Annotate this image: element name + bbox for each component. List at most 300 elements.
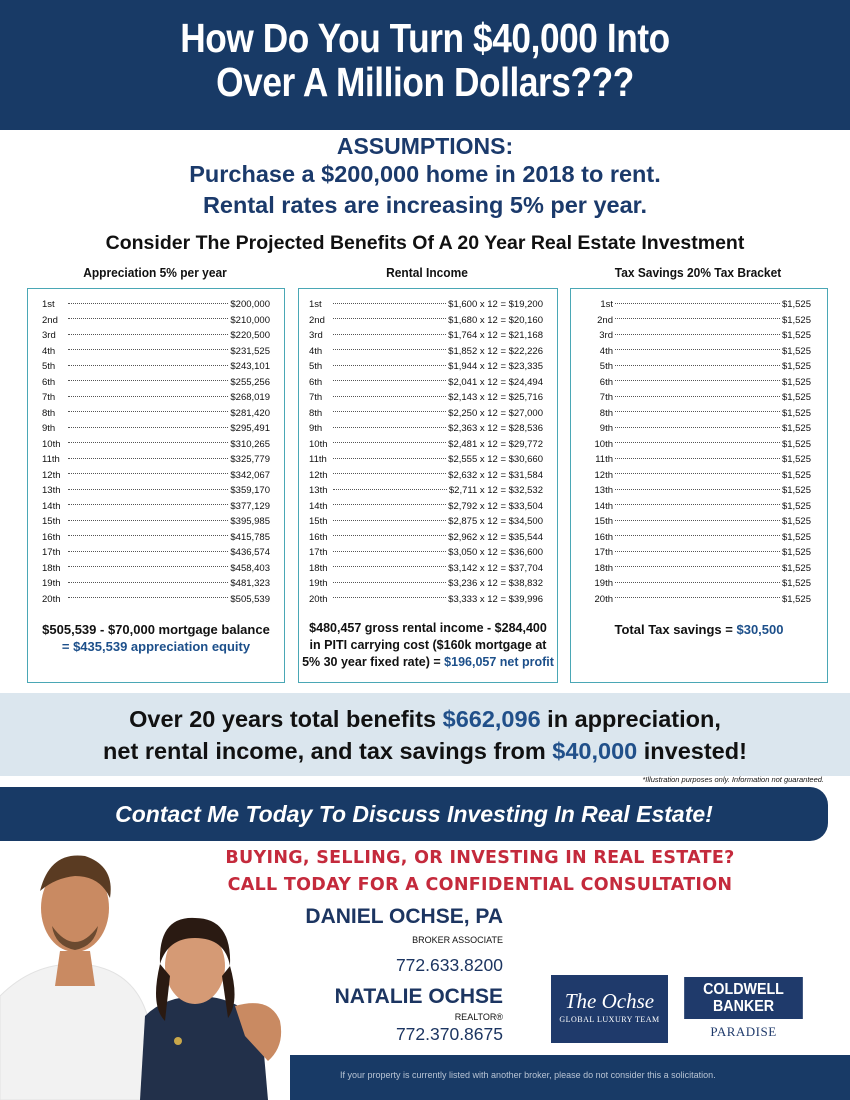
disclaimer: *Illustration purposes only. Information not guaranteed.: [642, 775, 824, 784]
year-label: 1st: [42, 299, 55, 311]
table-row: [571, 483, 827, 499]
appreciation-table: [27, 288, 285, 683]
dot-leader: [615, 365, 780, 366]
table-row: [28, 359, 284, 375]
dot-leader: [615, 535, 780, 536]
table-row: [28, 561, 284, 577]
year-label: 9th: [599, 423, 613, 435]
rental-footer-line-3: [299, 654, 557, 671]
row-value: $2,555 x 12 = $30,660: [448, 454, 543, 466]
section-title: Consider The Projected Benefits Of A 20 Year Real Estate Investment: [105, 232, 745, 254]
agent-phone[interactable]: 772.370.8675: [395, 1024, 503, 1044]
dot-leader: [68, 303, 228, 304]
year-label: 1st: [309, 299, 322, 311]
year-label: 16th: [309, 531, 328, 543]
year-label: 2nd: [597, 314, 613, 326]
table-row: [299, 437, 557, 453]
table-row: [299, 561, 557, 577]
table-row: [299, 313, 557, 329]
row-value: $1,525: [781, 345, 811, 357]
row-value: $1,525: [781, 500, 811, 512]
coldwell-banker-logo: [679, 977, 808, 1043]
table-row: [299, 592, 557, 608]
row-value: $281,420: [230, 407, 270, 419]
row-value: $2,481 x 12 = $29,772: [448, 438, 543, 450]
table-row: [28, 297, 284, 313]
year-label: 13th: [309, 485, 328, 497]
rental-heading: Rental Income: [386, 265, 468, 280]
dot-leader: [68, 427, 228, 428]
dot-leader: [615, 504, 780, 505]
appreciation-footer-line-2: = $435,539 appreciation equity: [61, 639, 251, 654]
appreciation-heading: Appreciation 5% per year: [83, 265, 227, 280]
table-row: [571, 452, 827, 468]
row-value: $505,539: [230, 593, 270, 605]
total-benefits-value: $662,096: [442, 706, 541, 732]
year-label: 2nd: [42, 314, 58, 326]
dot-leader: [68, 396, 228, 397]
row-value: $210,000: [230, 314, 270, 326]
row-value: $1,680 x 12 = $20,160: [448, 314, 543, 326]
row-value: $1,525: [781, 423, 811, 435]
year-label: 11th: [42, 454, 60, 466]
year-label: 4th: [42, 345, 56, 357]
cb-line-2: BANKER: [712, 998, 775, 1015]
table-row: [28, 390, 284, 406]
year-label: 8th: [42, 407, 56, 419]
table-row: [28, 483, 284, 499]
dot-leader: [615, 349, 780, 350]
row-value: $3,050 x 12 = $36,600: [448, 547, 543, 559]
dot-leader: [333, 566, 446, 567]
dot-leader: [333, 504, 446, 505]
row-value: $1,525: [781, 531, 811, 543]
year-label: 19th: [309, 578, 328, 590]
dot-leader: [333, 318, 446, 319]
table-row: [28, 421, 284, 437]
year-label: 10th: [42, 438, 61, 450]
row-value: $255,256: [230, 376, 270, 388]
year-label: 6th: [42, 376, 56, 388]
table-row: [299, 468, 557, 484]
year-label: 10th: [594, 438, 613, 450]
dot-leader: [68, 597, 228, 598]
agent-name: DANIEL OCHSE, PA: [305, 905, 503, 928]
table-row: [571, 359, 827, 375]
appreciation-footer: [28, 621, 284, 655]
row-value: $359,170: [230, 485, 270, 497]
dot-leader: [333, 597, 446, 598]
table-row: [299, 483, 557, 499]
year-label: 16th: [42, 531, 61, 543]
dot-leader: [68, 551, 228, 552]
assumption-purchase: Purchase a $200,000 home in 2018 to rent.: [189, 161, 661, 187]
tax-footer-prefix: Total Tax savings =: [614, 622, 737, 637]
year-label: 18th: [594, 562, 613, 574]
dot-leader: [333, 520, 446, 521]
invested-value: $40,000: [552, 738, 638, 764]
year-label: 19th: [42, 578, 61, 590]
row-value: $2,962 x 12 = $35,544: [448, 531, 543, 543]
agent-name: NATALIE OCHSE: [334, 985, 503, 1008]
dot-leader: [333, 535, 446, 536]
table-row: [299, 421, 557, 437]
table-row: [299, 328, 557, 344]
tax-total-value: $30,500: [736, 622, 784, 637]
row-value: $1,525: [781, 516, 811, 528]
row-value: $2,250 x 12 = $27,000: [448, 407, 543, 419]
year-label: 13th: [42, 485, 61, 497]
year-label: 17th: [594, 547, 613, 559]
row-value: $1,525: [781, 593, 811, 605]
dot-leader: [68, 473, 228, 474]
row-value: $3,333 x 12 = $39,996: [448, 593, 543, 605]
year-label: 12th: [42, 469, 61, 481]
year-label: 15th: [309, 516, 328, 528]
dot-leader: [615, 582, 780, 583]
year-label: 12th: [309, 469, 328, 481]
dot-leader: [68, 365, 228, 366]
cta-line-1: BUYING, SELLING, OR INVESTING IN REAL ESTATE?: [225, 848, 735, 868]
summary-banner: [0, 693, 850, 776]
rental-income-table: [298, 288, 558, 683]
row-value: $1,525: [781, 469, 811, 481]
table-row: [571, 406, 827, 422]
dot-leader: [68, 566, 228, 567]
table-row: [571, 592, 827, 608]
table-row: [571, 328, 827, 344]
dot-leader: [68, 582, 228, 583]
table-row: [571, 576, 827, 592]
year-label: 5th: [599, 361, 613, 373]
row-value: $2,711 x 12 = $32,532: [448, 485, 543, 497]
dot-leader: [615, 427, 780, 428]
row-value: $200,000: [230, 299, 270, 311]
year-label: 11th: [595, 454, 613, 466]
dot-leader: [68, 411, 228, 412]
year-label: 5th: [42, 361, 56, 373]
year-label: 9th: [309, 423, 323, 435]
row-value: $268,019: [230, 392, 270, 404]
row-value: $1,525: [781, 438, 811, 450]
solicitation-note: If your property is currently listed with another broker, please do not consider this a solicitation.: [340, 1070, 716, 1080]
dot-leader: [68, 489, 228, 490]
table-row: [299, 514, 557, 530]
agent-card-natalie: [335, 985, 503, 1045]
dot-leader: [333, 489, 447, 490]
table-row: [28, 437, 284, 453]
table-row: [571, 545, 827, 561]
table-row: [28, 545, 284, 561]
dot-leader: [615, 551, 780, 552]
table-row: [571, 437, 827, 453]
row-value: $395,985: [230, 516, 270, 528]
year-label: 17th: [42, 547, 61, 559]
row-value: $415,785: [230, 531, 270, 543]
dot-leader: [333, 303, 446, 304]
year-label: 4th: [309, 345, 323, 357]
row-value: $243,101: [230, 361, 270, 373]
row-value: $1,525: [781, 562, 811, 574]
table-row: [299, 530, 557, 546]
table-row: [299, 452, 557, 468]
dot-leader: [615, 597, 780, 598]
net-profit-value: $196,057 net profit: [444, 655, 554, 669]
dot-leader: [333, 380, 446, 381]
table-row: [299, 499, 557, 515]
dot-leader: [68, 334, 228, 335]
cta-line-2: CALL TODAY FOR A CONFIDENTIAL CONSULTATION: [227, 875, 733, 895]
year-label: 9th: [42, 423, 56, 435]
row-value: $1,525: [781, 361, 811, 373]
agent-title: BROKER ASSOCIATE: [412, 935, 503, 945]
table-row: [571, 514, 827, 530]
row-value: $1,525: [781, 392, 811, 404]
row-value: $1,525: [781, 299, 811, 311]
dot-leader: [615, 396, 780, 397]
tax-rows: [571, 297, 827, 607]
dot-leader: [333, 334, 446, 335]
dot-leader: [68, 535, 228, 536]
ochse-logo-name: The Ochse: [564, 989, 655, 1013]
summary-line-2: [0, 735, 850, 767]
row-value: $377,129: [230, 500, 270, 512]
row-value: $295,491: [230, 423, 270, 435]
dot-leader: [68, 504, 228, 505]
row-value: $342,067: [230, 469, 270, 481]
dot-leader: [333, 427, 446, 428]
dot-leader: [333, 365, 446, 366]
year-label: 6th: [309, 376, 323, 388]
year-label: 6th: [599, 376, 613, 388]
table-row: [28, 313, 284, 329]
dot-leader: [333, 442, 446, 443]
table-row: [28, 514, 284, 530]
table-row: [299, 406, 557, 422]
year-label: 7th: [309, 392, 323, 404]
dot-leader: [615, 473, 780, 474]
year-label: 15th: [594, 516, 613, 528]
year-label: 3rd: [309, 330, 323, 342]
table-row: [28, 406, 284, 422]
year-label: 15th: [42, 516, 61, 528]
dot-leader: [333, 458, 446, 459]
contact-banner: Contact Me Today To Discuss Investing In Real Estate!: [0, 787, 828, 841]
dot-leader: [615, 566, 780, 567]
year-label: 14th: [309, 500, 328, 512]
row-value: $1,525: [781, 314, 811, 326]
dot-leader: [615, 303, 780, 304]
rental-rows: [299, 297, 557, 607]
tax-heading: Tax Savings 20% Tax Bracket: [614, 265, 782, 280]
ochse-logo-tagline: GLOBAL LUXURY TEAM: [559, 1015, 660, 1024]
appreciation-footer-line-1: $505,539 - $70,000 mortgage balance: [42, 622, 270, 637]
cb-office-name: PARADISE: [710, 1024, 777, 1039]
year-label: 5th: [309, 361, 323, 373]
agent-title: REALTOR®: [454, 1012, 503, 1022]
row-value: $1,525: [781, 547, 811, 559]
row-value: $1,525: [781, 330, 811, 342]
rental-footer: [299, 620, 557, 671]
dot-leader: [615, 318, 780, 319]
table-row: [299, 390, 557, 406]
table-row: [299, 297, 557, 313]
ochse-team-logo: [551, 975, 668, 1043]
cb-line-1: COLDWELL: [703, 981, 784, 998]
year-label: 3rd: [599, 330, 613, 342]
dot-leader: [68, 380, 228, 381]
summary-line-1-prefix: Over 20 years total benefits: [129, 706, 443, 732]
year-label: 19th: [594, 578, 613, 590]
year-label: 20th: [42, 593, 61, 605]
table-row: [28, 530, 284, 546]
table-row: [299, 344, 557, 360]
dot-leader: [615, 334, 780, 335]
assumption-rental-rate: Rental rates are increasing 5% per year.: [202, 192, 648, 218]
row-value: $1,525: [781, 454, 811, 466]
table-row: [571, 344, 827, 360]
table-row: [28, 468, 284, 484]
year-label: 18th: [42, 562, 61, 574]
table-row: [299, 576, 557, 592]
year-label: 2nd: [309, 314, 325, 326]
headline-line-1: How Do You Turn $40,000 Into: [180, 15, 670, 61]
table-row: [299, 545, 557, 561]
row-value: $2,792 x 12 = $33,504: [448, 500, 543, 512]
year-label: 14th: [42, 500, 61, 512]
tax-savings-table: [570, 288, 828, 683]
row-value: $1,600 x 12 = $19,200: [448, 299, 543, 311]
year-label: 4th: [599, 345, 613, 357]
year-label: 7th: [599, 392, 613, 404]
table-row: [299, 375, 557, 391]
row-value: $481,323: [230, 578, 270, 590]
agent-card-daniel: [305, 905, 503, 976]
year-label: 14th: [594, 500, 613, 512]
tax-footer: [571, 621, 827, 638]
table-row: [28, 576, 284, 592]
dot-leader: [68, 520, 228, 521]
table-row: [571, 375, 827, 391]
rental-footer-line-1: $480,457 gross rental income - $284,400: [309, 621, 547, 635]
dot-leader: [68, 458, 228, 459]
dot-leader: [333, 551, 446, 552]
agent-phone[interactable]: 772.633.8200: [395, 955, 503, 975]
row-value: $1,525: [781, 376, 811, 388]
year-label: 20th: [594, 593, 613, 605]
table-row: [571, 313, 827, 329]
rental-footer-line-2: in PITI carrying cost ($160k mortgage at: [309, 638, 547, 652]
table-row: [571, 468, 827, 484]
table-row: [571, 390, 827, 406]
row-value: $2,632 x 12 = $31,584: [448, 469, 543, 481]
headline-line-2: Over A Million Dollars???: [216, 59, 634, 105]
table-row: [28, 499, 284, 515]
footer-bar: [290, 1055, 850, 1100]
table-row: [571, 561, 827, 577]
row-value: $436,574: [230, 547, 270, 559]
assumptions-title: ASSUMPTIONS:: [336, 133, 514, 159]
dot-leader: [615, 442, 780, 443]
row-value: $2,875 x 12 = $34,500: [448, 516, 543, 528]
coldwell-banker-wordmark: [684, 977, 803, 1019]
year-label: 10th: [309, 438, 328, 450]
year-label: 8th: [599, 407, 613, 419]
year-label: 7th: [42, 392, 56, 404]
dot-leader: [615, 458, 780, 459]
row-value: $2,143 x 12 = $25,716: [448, 392, 543, 404]
row-value: $1,764 x 12 = $21,168: [448, 330, 543, 342]
dot-leader: [333, 582, 446, 583]
page-header: [0, 0, 850, 130]
year-label: 16th: [594, 531, 613, 543]
table-row: [571, 421, 827, 437]
row-value: $3,236 x 12 = $38,832: [448, 578, 543, 590]
year-label: 12th: [594, 469, 613, 481]
assumptions-block: [0, 133, 850, 221]
row-value: $325,779: [230, 454, 270, 466]
dot-leader: [615, 489, 780, 490]
dot-leader: [333, 396, 446, 397]
row-value: $1,852 x 12 = $22,226: [448, 345, 543, 357]
dot-leader: [68, 349, 228, 350]
summary-line-2-prefix: net rental income, and tax savings from: [103, 738, 553, 764]
dot-leader: [615, 520, 780, 521]
year-label: 8th: [309, 407, 323, 419]
table-row: [571, 297, 827, 313]
year-label: 11th: [309, 454, 327, 466]
year-label: 13th: [594, 485, 613, 497]
row-value: $310,265: [230, 438, 270, 450]
row-value: $1,525: [781, 485, 811, 497]
table-row: [28, 592, 284, 608]
dot-leader: [333, 349, 446, 350]
table-row: [28, 452, 284, 468]
year-label: 3rd: [42, 330, 56, 342]
year-label: 20th: [309, 593, 328, 605]
summary-line-1-suffix: in appreciation,: [540, 706, 721, 732]
appreciation-rows: [28, 297, 284, 607]
dot-leader: [615, 380, 780, 381]
table-row: [28, 375, 284, 391]
row-value: $1,944 x 12 = $23,335: [448, 361, 543, 373]
summary-line-2-suffix: invested!: [637, 738, 747, 764]
dot-leader: [333, 473, 446, 474]
table-row: [571, 530, 827, 546]
row-value: $231,525: [230, 345, 270, 357]
row-value: $3,142 x 12 = $37,704: [448, 562, 543, 574]
table-row: [28, 344, 284, 360]
row-value: $2,363 x 12 = $28,536: [448, 423, 543, 435]
table-row: [28, 328, 284, 344]
row-value: $220,500: [230, 330, 270, 342]
year-label: 18th: [309, 562, 328, 574]
dot-leader: [68, 442, 228, 443]
dot-leader: [333, 411, 446, 412]
row-value: $1,525: [781, 407, 811, 419]
table-row: [299, 359, 557, 375]
row-value: $1,525: [781, 578, 811, 590]
year-label: 17th: [309, 547, 328, 559]
dot-leader: [615, 411, 780, 412]
dot-leader: [68, 318, 228, 319]
year-label: 1st: [600, 299, 613, 311]
table-row: [571, 499, 827, 515]
row-value: $2,041 x 12 = $24,494: [448, 376, 543, 388]
row-value: $458,403: [230, 562, 270, 574]
summary-line-1: [0, 693, 850, 735]
rental-footer-prefix: 5% 30 year fixed rate) =: [302, 655, 445, 669]
